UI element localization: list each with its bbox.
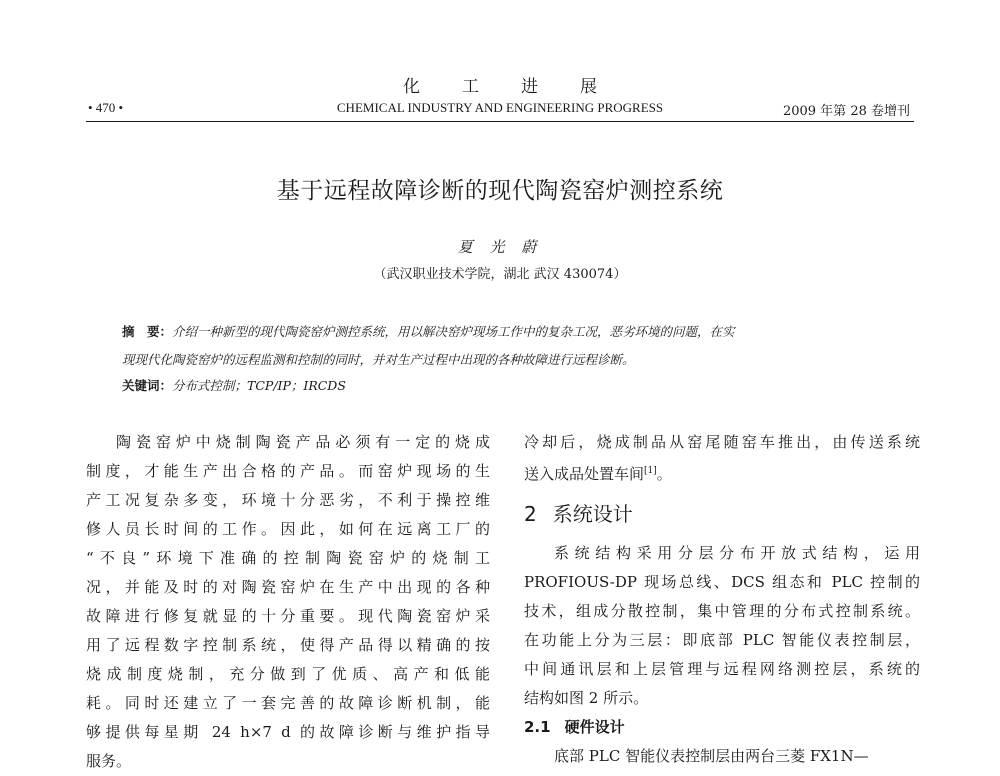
section-number: 2 [524,502,537,526]
abstract [122,318,882,374]
body-text: 。 [656,465,672,483]
body-line: 在功能上分为三层：即底部 PLC 智能仪表控制层， [524,631,920,649]
page-number: • 470 • [88,100,124,115]
keywords [122,375,882,397]
abstract-line-1 [122,318,882,346]
abstract-label: 摘 要： [122,324,173,339]
author-name: 夏 光 蔚 [457,238,543,256]
subsection-heading-2-1 [524,713,920,742]
subsection-title: 硬件设计 [564,718,625,736]
keywords-text: 分布式控制；TCP/IP；IRCDS [172,378,346,393]
author-affiliation: （武汉职业技术学院，湖北 武汉 430074） [373,267,627,282]
body-line: 耗。同时还建立了一套完善的故障诊断机制，能 [86,694,490,712]
body-line: 烧成制度烧制，充分做到了优质、高产和低能 [86,665,490,683]
body-line: 况，并能及时的对陶瓷窑炉在生产中出现的各种 [86,578,490,596]
journal-name-english: CHEMICAL INDUSTRY AND ENGINEERING PROGRESS [336,100,664,115]
abstract-line-2: 现现代化陶瓷窑炉的远程监测和控制的同时，并对生产过程中出现的各种故障进行远程诊断。 [122,352,635,367]
body-line: 技术，组成分散控制，集中管理的分布式控制系统。 [524,602,920,620]
section-heading-2 [524,499,920,529]
abstract-text-1: 介绍一种新型的现代陶瓷窑炉测控系统，用以解决窑炉现场工作中的复杂工况，恶劣环境的问题，在实 [172,324,735,339]
reference-marker: [1] [644,466,657,476]
body-line: 产工况复杂多变，环境十分恶劣，不利于操控维 [86,491,490,509]
body-line [524,457,920,489]
body-line: “不良”环境下准确的控制陶瓷窑炉的烧制工 [86,549,490,567]
body-line: 陶瓷窑炉中烧制陶瓷产品必须有一定的烧成 [116,433,490,451]
body-line: 系统结构采用分层分布开放式结构，运用 [554,544,920,562]
body-text: 送入成品处置车间 [524,465,645,483]
body-line: 修人员长时间的工作。因此，如何在远离工厂的 [86,520,490,538]
body-line: 底部 PLC 智能仪表控制层由两台三菱 FX1N— [554,747,869,765]
body-line: 用了远程数字控制系统，使得产品得以精确的按 [86,636,490,654]
issue-info: 2009 年第 28 卷增刊 [782,104,910,119]
journal-name-chinese: 化工进展 [403,77,639,97]
subsection-number: 2.1 [524,718,551,736]
body-line: 冷却后，烧成制品从窑尾随窑车推出，由传送系统 [524,433,920,451]
article-title: 基于远程故障诊断的现代陶瓷窑炉测控系统 [276,178,724,204]
body-line: 中间通讯层和上层管理与远程网络测控层，系统的 [524,660,920,678]
keywords-label: 关键词： [122,378,173,393]
body-line: 服务。 [86,752,132,770]
header-rule [86,121,914,122]
section-title: 系统设计 [552,502,633,526]
body-line: 结构如图 2 所示。 [524,689,649,707]
body-line: 够提供每星期 24 h×7 d 的故障诊断与维护指导 [86,723,490,741]
body-line: PROFIOUS-DP 现场总线、DCS 组态和 PLC 控制的 [524,573,920,591]
body-line: 制度，才能生产出合格的产品。而窑炉现场的生 [86,462,490,480]
right-column [524,428,920,771]
left-column [86,428,490,776]
body-line: 故障进行修复就显的十分重要。现代陶瓷窑炉采 [86,607,490,625]
